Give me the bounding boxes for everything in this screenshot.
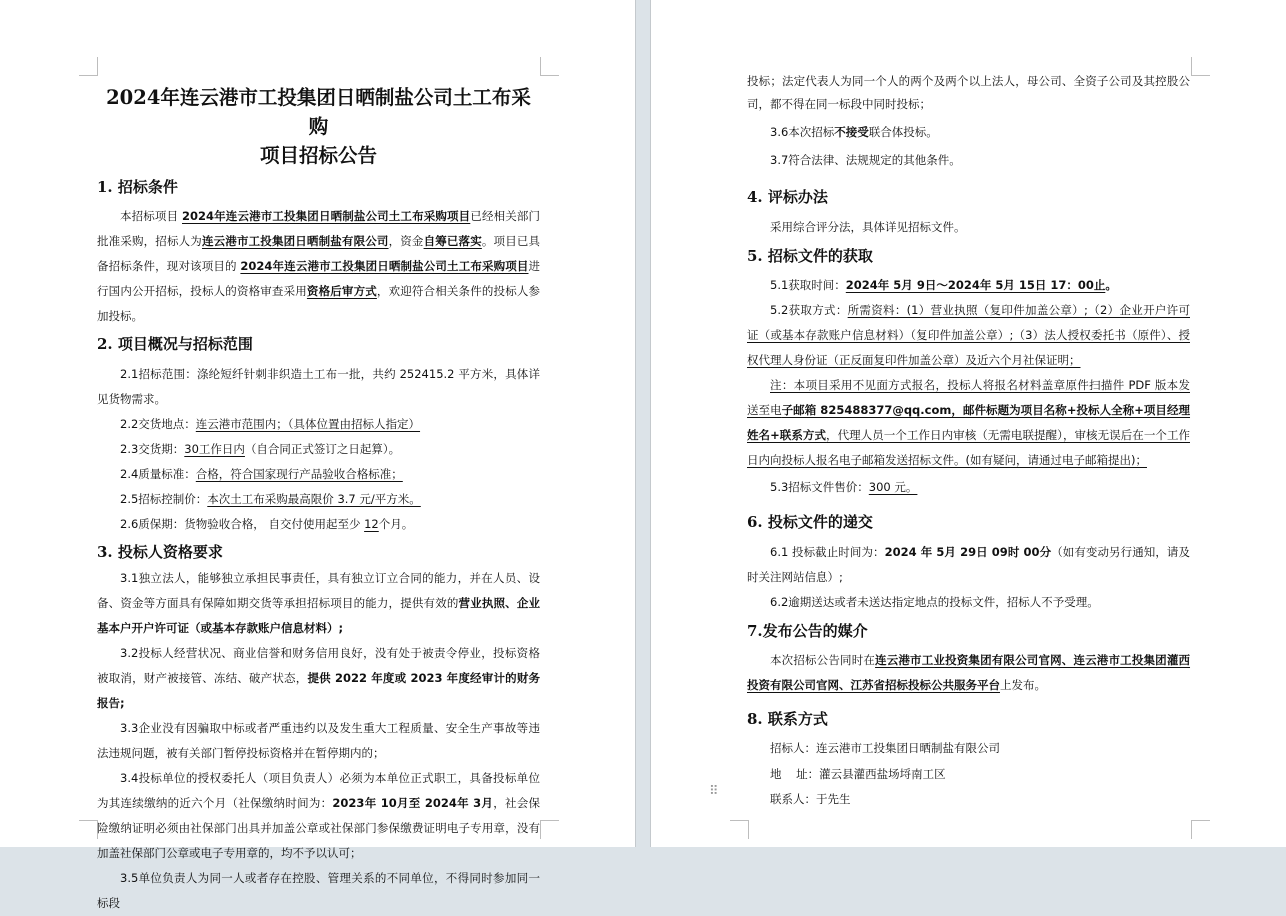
contact-address <box>747 762 1190 787</box>
text-run: 子邮箱 825488377@qq.com，邮件标题为项目名称+投标人全称+项目经理姓名+联系方式 <box>747 403 1191 442</box>
paragraph <box>747 540 1190 590</box>
text-run: 2023年 10月至 2024年 3月 <box>332 796 494 810</box>
page-2-body <box>747 70 1190 812</box>
text-run: 进行国内公开招标，投标人的资格审查采用 <box>97 259 540 298</box>
text-run: 30工作日内 <box>184 442 245 456</box>
text-run: 资格后审方式 <box>306 284 377 298</box>
text-run: 本招标项目 <box>120 209 183 223</box>
paragraph <box>747 215 1190 240</box>
section-heading <box>97 330 540 358</box>
page-1-body <box>97 83 540 916</box>
text-run: 所需资料：(1）营业执照（复印件加盖公章）;（2）企业开户许可证（或基本存款账户信息材料）（复印件加盖公章）;（3）法人授权委托书（原件）、授权代理人身份证（正反面复印件加盖公章）及近六个月社保证明； <box>747 303 1190 367</box>
section-heading <box>747 242 1190 270</box>
document-page-1 <box>0 0 635 910</box>
text-run: 个月。 <box>378 517 414 531</box>
text-run: （自合同正式签订之日起算）。 <box>244 442 401 456</box>
text-run: 采用综合评分法，具体详见招标文件。 <box>770 220 966 234</box>
paragraph <box>97 716 540 766</box>
section-heading <box>97 538 540 566</box>
text-run: 3.5单位负责人为同一人或者存在控股、管理关系的不同单位，不得同时参加同一标段 <box>97 871 540 910</box>
text-run: 已经相关部门批准采购，招标人为 <box>97 209 541 248</box>
text-run: 本次土工布采购最高限价 3.7 元/平方米。 <box>207 492 421 506</box>
text-run: 2024 年 5月 29日 09时 00分 <box>884 545 1052 559</box>
paragraph <box>747 648 1190 698</box>
text-run: 提供 2022 年度或 2023 年度经审计的财务报告; <box>97 671 541 710</box>
paragraph <box>97 487 540 512</box>
text-run: 3.2投标人经营状况、商业信誉和财务信用良好，没有处于被责令停业，投标资格被取消，财产被接管、冻结、破产状态， <box>97 646 540 685</box>
text-run: 2.3交货期： <box>120 442 185 456</box>
paragraph <box>97 204 540 329</box>
text-run: 联系人：于先生 <box>770 792 851 806</box>
text-run: 不接受 <box>834 125 869 139</box>
text-run: 自筹已落实 <box>423 234 482 248</box>
paragraph <box>747 590 1190 615</box>
drag-handle-icon[interactable]: ⠿ <box>709 784 720 799</box>
text-run: 注：本项目采用不见面方式报名，投标人将报名材料盖章原件扫描件 PDF 版本发送至电 <box>747 378 1190 417</box>
paragraph <box>747 120 1190 145</box>
paragraph <box>747 373 1190 473</box>
corner-mark <box>79 820 98 839</box>
text-run: 5.1获取时间： <box>770 278 846 292</box>
text-run: 营业执照、企业基本户开户许可证（或基本存款账户信息材料）; <box>97 596 541 635</box>
text-run: （如有变动另行通知，请及时关注网站信息）; <box>747 545 1190 584</box>
text-run: 地 址：灌云县灌西盐场埒南工区 <box>770 767 946 781</box>
text-run: 。项目已具备招标条件，现对该项目的 <box>97 234 541 273</box>
paragraph <box>97 566 540 641</box>
text-run: 投标；法定代表人为同一个人的两个及两个以上法人，母公司、全资子公司及其控股公司，都不得在同一标段中同时投标； <box>747 74 1190 111</box>
corner-mark <box>79 57 98 76</box>
paragraph <box>97 766 540 866</box>
paragraph <box>747 70 1190 116</box>
page-gap-edge <box>635 0 636 847</box>
text-run: 300 元。 <box>868 480 918 494</box>
text-run: 3.4投标单位的授权委托人（项目负责人）必须为本单位正式职工，具备投标单位为其连续缴纳的近六个月（社保缴纳时间为： <box>97 771 540 810</box>
document-page-2 <box>651 0 1286 847</box>
paragraph <box>97 362 540 412</box>
text-run: ，欢迎符合相关条件的投标人参加投标。 <box>97 284 541 323</box>
text-run: 2.5招标控制价： <box>120 492 208 506</box>
text-run: 7.发布公告的媒介 <box>747 622 868 640</box>
text-run: ，资金 <box>388 234 424 248</box>
text-run: 2.4质量标准： <box>120 467 196 481</box>
text-run: 5.2获取方式： <box>770 303 848 317</box>
text-run: 2. 项目概况与招标范围 <box>97 335 253 353</box>
text-run: 。 <box>1105 278 1117 292</box>
text-run: 8. 联系方式 <box>747 710 828 728</box>
contact-bidder <box>747 736 1190 761</box>
text-run: 6.2逾期送达或者未送达指定地点的投标文件，招标人不予受理。 <box>770 595 1099 609</box>
text-run: 项目招标公告 <box>259 144 377 167</box>
text-run: 2024年连云港市工投集团日晒制盐公司土工布采购项目 <box>240 259 529 273</box>
text-run: 2024年连云港市工投集团日晒制盐公司土工布采购项目 <box>182 209 471 223</box>
text-run: 6.1 投标截止时间为： <box>770 545 885 559</box>
text-run: 联合体投标。 <box>868 125 938 139</box>
text-run: 连云港市工投集团日晒制盐有限公司 <box>201 234 389 248</box>
corner-mark <box>730 820 749 839</box>
text-run: 3.7符合法律、法规规定的其他条件。 <box>770 153 961 167</box>
paragraph <box>97 412 540 437</box>
document-title <box>97 141 540 170</box>
paragraph <box>747 298 1190 373</box>
text-run: 12 <box>364 517 379 531</box>
paragraph <box>97 437 540 462</box>
section-heading <box>747 705 1190 733</box>
text-run: 2024年 5月 9日～2024年 5月 15日 17：00止 <box>845 278 1106 292</box>
text-run: 上发布。 <box>1000 678 1046 692</box>
text-run: 2.1招标范围：涤纶短纤针刺非织造土工布一批，共约 252415.2 平方米，具体详见货物需求。 <box>97 367 540 406</box>
section-heading <box>747 183 1190 211</box>
corner-mark <box>540 820 559 839</box>
text-run: 本次招标公告同时在 <box>770 653 876 667</box>
text-run: 连云港市范围内；（具体位置由招标人指定） <box>195 417 421 431</box>
text-run: 5.3招标文件售价： <box>770 480 869 494</box>
text-run: 4. 评标办法 <box>747 188 828 206</box>
text-run: 3.1独立法人，能够独立承担民事责任，具有独立订立合同的能力，并在人员、设备、资金等方面具有保障如期交货等承担招标项目的能力，提供有效的 <box>97 571 540 610</box>
text-run: 2024年连云港市工投集团日晒制盐公司土工布采购 <box>106 86 531 138</box>
text-run: 3.3企业没有因骗取中标或者严重违约以及发生重大工程质量、安全生产事故等违法违规问题，被有关部门暂停投标资格并在暂停期内的； <box>97 721 540 760</box>
text-run: 招标人：连云港市工投集团日晒制盐有限公司 <box>770 741 1000 755</box>
text-run: 3.6本次招标 <box>770 125 835 139</box>
text-run: ，代理人员一个工作日内审核（无需电联提醒），审核无误后在一个工作日内向投标人报名电子邮箱发送招标文件。(如有疑问，请通过电子邮箱提出)； <box>747 428 1190 467</box>
corner-mark <box>1191 57 1210 76</box>
paragraph <box>97 512 540 537</box>
paragraph <box>747 273 1190 298</box>
text-run: ，社会保险缴纳证明必须由社保部门出具并加盖公章或社保部门参保缴费证明电子专用章，没有加盖社保部门公章或电子专用章的，均不予以认可； <box>97 796 541 860</box>
text-run: 合格，符合国家现行产品验收合格标准； <box>195 467 403 481</box>
text-run: 5. 招标文件的获取 <box>747 247 873 265</box>
text-run: 1. 招标条件 <box>97 178 178 196</box>
document-title <box>97 83 540 141</box>
text-run: 6. 投标文件的递交 <box>747 513 873 531</box>
section-heading <box>97 173 540 201</box>
corner-mark <box>540 57 559 76</box>
paragraph <box>97 641 540 716</box>
paragraph <box>747 148 1190 173</box>
corner-mark <box>1191 820 1210 839</box>
section-heading <box>747 617 1190 645</box>
text-run: 2.2交货地点： <box>120 417 196 431</box>
paragraph <box>97 866 540 916</box>
section-heading <box>747 508 1190 536</box>
text-run: 3. 投标人资格要求 <box>97 543 223 561</box>
contact-person <box>747 787 1190 812</box>
paragraph <box>97 462 540 487</box>
text-run: 连云港市工业投资集团有限公司官网、连云港市工投集团灌西投资有限公司官网、江苏省招标投标公共服务平台 <box>747 653 1191 692</box>
text-run: 2.6质保期：货物验收合格， 自交付使用起至少 <box>120 517 365 531</box>
paragraph <box>747 475 1190 500</box>
